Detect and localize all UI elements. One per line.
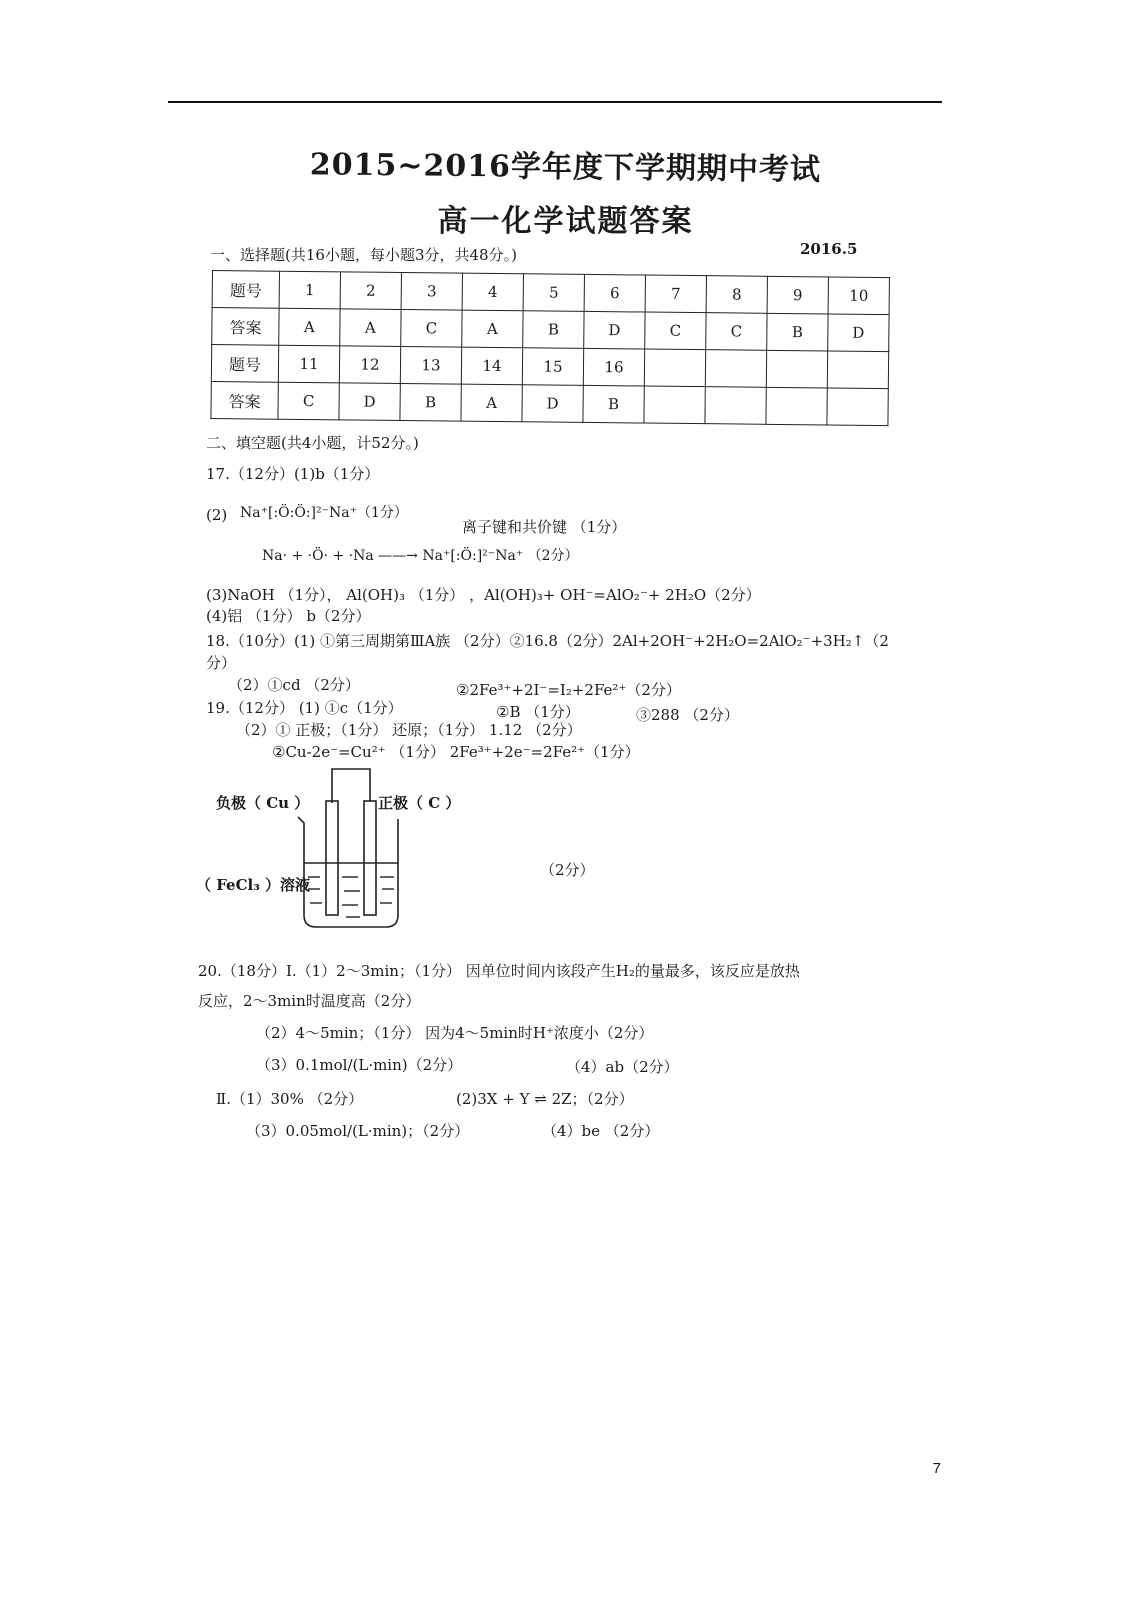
- q20-line4a: （3）0.1mol/(L·min)（2分）: [256, 1056, 463, 1074]
- cell: A: [340, 309, 401, 347]
- section1-heading: 一、选择题(共16小题，每小题3分，共48分。): [210, 246, 517, 264]
- q20-line2: 反应，2～3min时温度高（2分）: [198, 992, 421, 1010]
- cell: 12: [339, 346, 400, 384]
- c-electrode: [364, 801, 376, 915]
- q18-line4: ②2Fe³⁺+2I⁻=I₂+2Fe²⁺（2分）: [456, 681, 681, 699]
- q19-line2: （2）① 正极；（1分） 还原；（1分） 1.12 （2分）: [236, 721, 582, 739]
- q19-line1: 19.（12分） (1) ①c（1分）: [206, 699, 403, 717]
- cell: C: [645, 312, 706, 350]
- exam-subtitle: 高一化学试题答案: [437, 204, 694, 239]
- cell: 3: [401, 272, 462, 310]
- cell: B: [523, 311, 584, 349]
- q18-line2: 分）: [206, 654, 237, 672]
- cell: 9: [767, 276, 828, 314]
- cell: 7: [645, 275, 706, 313]
- q20-line3: （2）4～5min；（1分） 因为4～5min时H⁺浓度小（2分）: [256, 1024, 654, 1042]
- galvanic-cell-diagram: [290, 765, 410, 935]
- solution-label: （ FeCl₃ ）溶液: [196, 876, 311, 894]
- cell: [827, 388, 888, 426]
- row-label-ans: 答案: [211, 381, 278, 419]
- q20-line5b: (2)3X + Y ⇌ 2Z；（2分）: [456, 1090, 634, 1108]
- q17-line5: (4)铝 （1分） b（2分）: [206, 607, 371, 625]
- cell: D: [522, 385, 583, 423]
- cell: 4: [462, 273, 523, 311]
- cell: A: [279, 308, 340, 346]
- cell: B: [767, 313, 828, 351]
- q19-line1b: ②B （1分）: [496, 703, 580, 721]
- cell: 5: [523, 274, 584, 312]
- cell: B: [400, 383, 461, 421]
- cell: C: [278, 382, 339, 420]
- q20-line4b: （4）ab（2分）: [566, 1058, 679, 1076]
- cell: A: [461, 384, 522, 422]
- negative-electrode-label: 负极（ Cu ）: [216, 794, 310, 812]
- diagram-score: （2分）: [540, 861, 595, 879]
- cell: B: [583, 385, 644, 423]
- cell: 13: [400, 346, 461, 384]
- q17-formation: Na· + ·Ö· + ·Na ——→ Na⁺[:Ö:]²⁻Na⁺ （2分）: [262, 548, 579, 564]
- exam-date: 2016.5: [800, 240, 858, 258]
- section2-heading: 二、填空题(共4小题，计52分。): [206, 434, 419, 452]
- row-label-num: 题号: [211, 345, 278, 383]
- q18-line1: 18.（10分）(1) ①第三周期第ⅢA族 （2分）②16.8（2分）2Al+2OH⁻+2H₂O=2AlO₂⁻+3H₂↑（2: [206, 632, 889, 650]
- cell: A: [462, 310, 523, 348]
- table-row-ans2: [211, 381, 888, 425]
- cell: [644, 386, 705, 424]
- positive-electrode-label: 正极（ C ）: [378, 794, 461, 812]
- cu-electrode: [326, 801, 338, 915]
- cell: 2: [340, 272, 401, 310]
- cell: [766, 387, 827, 425]
- q17-line2-label: (2): [206, 506, 228, 524]
- cell: 1: [279, 271, 340, 309]
- q19-line3: ②Cu-2e⁻=Cu²⁺ （1分） 2Fe³⁺+2e⁻=2Fe²⁺（1分）: [272, 743, 640, 761]
- cell: 11: [278, 345, 339, 383]
- cell: D: [339, 383, 400, 421]
- q18-line3: （2）①cd （2分）: [228, 676, 360, 694]
- cell: 15: [522, 348, 583, 386]
- top-rule: [168, 101, 942, 103]
- cell: 14: [461, 347, 522, 385]
- q20-line6b: （4）be （2分）: [542, 1122, 660, 1140]
- cell: D: [584, 311, 645, 349]
- answer-table: [210, 270, 890, 426]
- cell: 16: [583, 348, 644, 386]
- row-label-num: 题号: [212, 271, 279, 309]
- cell: C: [706, 313, 767, 351]
- q17-electron-formula: Na⁺[:Ö:Ö:]²⁻Na⁺（1分）: [240, 505, 408, 521]
- q17-bond-type: 离子键和共价键 （1分）: [462, 518, 627, 536]
- q17-line4: (3)NaOH （1分）， Al(OH)₃ （1分） ，Al(OH)₃+ OH⁻=AlO₂⁻+ 2H₂O（2分）: [206, 586, 761, 604]
- q17-line1: 17.（12分）(1)b（1分）: [206, 465, 380, 483]
- exam-title: 2015~2016学年度下学期期中考试: [309, 147, 822, 188]
- cell: 8: [706, 276, 767, 314]
- page-number: 7: [932, 1460, 941, 1477]
- cell: [766, 350, 827, 388]
- row-label-ans: 答案: [212, 308, 279, 346]
- cell: [705, 350, 766, 388]
- cell: C: [401, 309, 462, 347]
- q20-line5a: Ⅱ.（1）30% （2分）: [216, 1090, 364, 1108]
- q20-line1: 20.（18分）Ⅰ.（1）2～3min；（1分） 因单位时间内该段产生H₂的量最多，该反应是放热: [198, 962, 800, 980]
- cell: D: [828, 314, 889, 352]
- cell: [705, 387, 766, 425]
- cell: [644, 349, 705, 387]
- cell: 6: [584, 274, 645, 312]
- cell: [827, 351, 888, 389]
- q20-line6a: （3）0.05mol/(L·min)；（2分）: [246, 1122, 470, 1140]
- cell: 10: [828, 277, 889, 315]
- q19-line1c: ③288 （2分）: [636, 706, 739, 724]
